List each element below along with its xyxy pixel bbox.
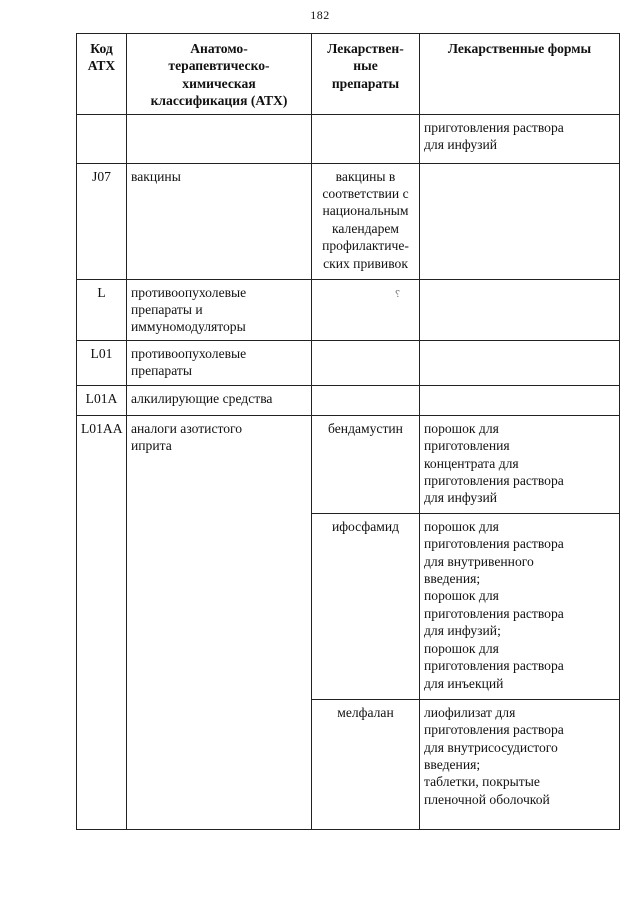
table-row bbox=[77, 415, 620, 513]
atc-code-cell: L01AA bbox=[77, 415, 127, 513]
drug-cell: бендамустин bbox=[312, 415, 420, 513]
dosage-form-cell: лиофилизат для приготовления раствора для внутрисосудистого введения; таблетки, покрытые пленочной оболочкой bbox=[420, 699, 620, 829]
atc-code-cell bbox=[77, 513, 127, 699]
header-dosage-forms: Лекарственные формы bbox=[420, 34, 620, 115]
table-row bbox=[77, 114, 620, 163]
classification-cell: алкилирующие средства bbox=[127, 385, 312, 415]
drug-cell bbox=[312, 385, 420, 415]
classification-cell bbox=[127, 699, 312, 829]
scan-speck: ⸮ bbox=[395, 289, 400, 299]
table-header-row bbox=[77, 34, 620, 115]
drug-cell bbox=[312, 114, 420, 163]
classification-cell bbox=[127, 114, 312, 163]
drug-cell bbox=[312, 340, 420, 385]
classification-cell: противоопухолевые препараты и иммуномодуляторы bbox=[127, 279, 312, 340]
table-row bbox=[77, 279, 620, 340]
dosage-form-cell bbox=[420, 279, 620, 340]
table-row bbox=[77, 163, 620, 279]
header-atc-classification: Анатомо- терапевтическо- химическая классификация (АТХ) bbox=[127, 34, 312, 115]
dosage-form-cell bbox=[420, 163, 620, 279]
page-number: 182 bbox=[310, 8, 330, 22]
classification-cell: аналоги азотистого иприта bbox=[127, 415, 312, 513]
atc-drug-table bbox=[76, 33, 620, 830]
atc-code-cell: L01 bbox=[77, 340, 127, 385]
classification-cell: противоопухолевые препараты bbox=[127, 340, 312, 385]
drug-cell: мелфалан bbox=[312, 699, 420, 829]
atc-code-cell: L01A bbox=[77, 385, 127, 415]
table-row bbox=[77, 513, 620, 699]
dosage-form-cell bbox=[420, 340, 620, 385]
dosage-form-cell: порошок для приготовления концентрата для приготовления раствора для инфузий bbox=[420, 415, 620, 513]
atc-code-cell bbox=[77, 114, 127, 163]
drug-cell: вакцины в соответствии с национальным календарем профилактиче- ских прививок bbox=[312, 163, 420, 279]
table-row bbox=[77, 699, 620, 829]
atc-code-cell: L bbox=[77, 279, 127, 340]
table-row bbox=[77, 340, 620, 385]
drug-cell bbox=[312, 279, 420, 340]
dosage-form-cell: порошок для приготовления раствора для внутривенного введения; порошок для приготовления раствора для инфузий; порошок для приготовления раствора для инъекций bbox=[420, 513, 620, 699]
table-row bbox=[77, 385, 620, 415]
classification-cell: вакцины bbox=[127, 163, 312, 279]
dosage-form-cell bbox=[420, 385, 620, 415]
header-atc-code: Код АТХ bbox=[77, 34, 127, 115]
classification-cell bbox=[127, 513, 312, 699]
dosage-form-cell: приготовления раствора для инфузий bbox=[420, 114, 620, 163]
atc-code-cell: J07 bbox=[77, 163, 127, 279]
atc-code-cell bbox=[77, 699, 127, 829]
header-drugs: Лекарствен- ные препараты bbox=[312, 34, 420, 115]
drug-cell: ифосфамид bbox=[312, 513, 420, 699]
